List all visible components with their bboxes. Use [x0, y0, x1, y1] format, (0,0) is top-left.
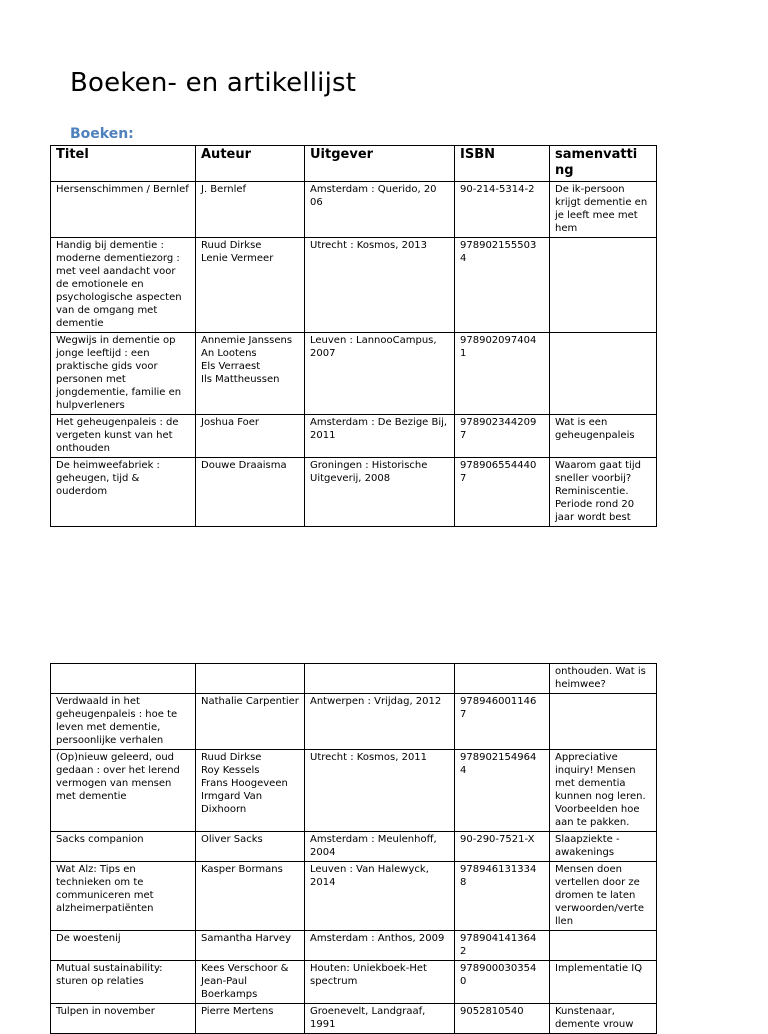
table-row: [51, 664, 657, 694]
cell-isbn: 978906554440 7: [455, 458, 550, 527]
cell-uitgever: Antwerpen : Vrijdag, 2012: [305, 694, 455, 750]
table-row: [51, 458, 657, 527]
cell-isbn: 978902155503 4: [455, 238, 550, 333]
cell-auteur: Kasper Bormans: [196, 862, 305, 931]
cell-isbn: 978946001146 7: [455, 694, 550, 750]
table-row: [51, 238, 657, 333]
cell-titel: Tulpen in november: [51, 1004, 196, 1034]
table-row: [51, 415, 657, 458]
cell-isbn: 9052810540: [455, 1004, 550, 1034]
books-table: [50, 145, 657, 527]
cell-titel: Verdwaald in het geheugenpaleis : hoe te leven met dementie, persoonlijke verhalen: [51, 694, 196, 750]
cell-titel: Handig bij dementie : moderne dementiezorg : met veel aandacht voor de emotionele en psychologische aspecten van de omgang met dementie: [51, 238, 196, 333]
cell-titel: Hersenschimmen / Bernlef: [51, 182, 196, 238]
cell-uitgever: Amsterdam : Meulenhoff, 2004: [305, 832, 455, 862]
cell-titel: De heimweefabriek : geheugen, tijd & ouderdom: [51, 458, 196, 527]
cell-auteur: Ruud Dirkse Lenie Vermeer: [196, 238, 305, 333]
cell-titel: De woestenij: [51, 931, 196, 961]
cell-isbn: 978902154964 4: [455, 750, 550, 832]
cell-uitgever: Amsterdam : Querido, 20 06: [305, 182, 455, 238]
cell-uitgever: Groenevelt, Landgraaf, 1991: [305, 1004, 455, 1034]
table-header-row: [51, 146, 657, 182]
books-table-continued-body: [51, 664, 657, 1034]
cell-auteur: Nathalie Carpentier: [196, 694, 305, 750]
header-samenvatting: samenvatti ng: [550, 146, 657, 182]
cell-isbn: 978900030354 0: [455, 961, 550, 1004]
cell-isbn: 90-290-7521-X: [455, 832, 550, 862]
cell-isbn: [455, 664, 550, 694]
table-row: [51, 694, 657, 750]
cell-samenvatting: [550, 694, 657, 750]
cell-auteur: Samantha Harvey: [196, 931, 305, 961]
header-auteur: Auteur: [196, 146, 305, 182]
cell-isbn: 978946131334 8: [455, 862, 550, 931]
cell-auteur: [196, 664, 305, 694]
cell-samenvatting: [550, 238, 657, 333]
table-row: [51, 931, 657, 961]
cell-samenvatting: Waarom gaat tijd sneller voorbij? Reminiscentie. Periode rond 20 jaar wordt best: [550, 458, 657, 527]
cell-samenvatting: De ik-persoon krijgt dementie en je leeft mee met hem: [550, 182, 657, 238]
header-isbn: ISBN: [455, 146, 550, 182]
cell-titel: Sacks companion: [51, 832, 196, 862]
table-row: [51, 1004, 657, 1034]
table-row: [51, 961, 657, 1004]
cell-auteur: J. Bernlef: [196, 182, 305, 238]
cell-isbn: 978904141364 2: [455, 931, 550, 961]
cell-titel: Wat Alz: Tips en technieken om te communiceren met alzheimerpatiënten: [51, 862, 196, 931]
cell-uitgever: Utrecht : Kosmos, 2011: [305, 750, 455, 832]
cell-samenvatting: Mensen doen vertellen door ze dromen te laten verwoorden/verte llen: [550, 862, 657, 931]
cell-auteur: Joshua Foer: [196, 415, 305, 458]
cell-samenvatting: onthouden. Wat is heimwee?: [550, 664, 657, 694]
section-heading-books: Boeken:: [70, 126, 134, 142]
cell-auteur: Pierre Mertens: [196, 1004, 305, 1034]
cell-samenvatting: Implementatie IQ: [550, 961, 657, 1004]
cell-samenvatting: Appreciative inquiry! Mensen met dementia kunnen nog leren. Voorbeelden hoe aan te pakken.: [550, 750, 657, 832]
cell-auteur: Annemie Janssens An Lootens Els Verraest Ils Mattheussen: [196, 333, 305, 415]
cell-auteur: Oliver Sacks: [196, 832, 305, 862]
cell-uitgever: [305, 664, 455, 694]
table-row: [51, 333, 657, 415]
books-table-body: [51, 182, 657, 527]
cell-auteur: Douwe Draaisma: [196, 458, 305, 527]
cell-uitgever: Leuven : LannooCampus, 2007: [305, 333, 455, 415]
cell-uitgever: Utrecht : Kosmos, 2013: [305, 238, 455, 333]
table-row: [51, 182, 657, 238]
table-row: [51, 750, 657, 832]
cell-uitgever: Amsterdam : Anthos, 2009: [305, 931, 455, 961]
header-titel: Titel: [51, 146, 196, 182]
cell-auteur: Ruud Dirkse Roy Kessels Frans Hoogeveen Irmgard Van Dixhoorn: [196, 750, 305, 832]
cell-uitgever: Leuven : Van Halewyck, 2014: [305, 862, 455, 931]
cell-isbn: 90-214-5314-2: [455, 182, 550, 238]
cell-uitgever: Amsterdam : De Bezige Bij, 2011: [305, 415, 455, 458]
cell-titel: Mutual sustainability: sturen op relaties: [51, 961, 196, 1004]
cell-uitgever: Groningen : Historische Uitgeverij, 2008: [305, 458, 455, 527]
cell-titel: [51, 664, 196, 694]
cell-samenvatting: Kunstenaar, demente vrouw: [550, 1004, 657, 1034]
cell-titel: Wegwijs in dementie op jonge leeftijd : een praktische gids voor personen met jongdementie, familie en hulpverleners: [51, 333, 196, 415]
cell-samenvatting: [550, 931, 657, 961]
header-uitgever: Uitgever: [305, 146, 455, 182]
cell-samenvatting: Wat is een geheugenpaleis: [550, 415, 657, 458]
page-title: Boeken- en artikellijst: [70, 68, 357, 98]
cell-isbn: 978902097404 1: [455, 333, 550, 415]
cell-isbn: 978902344209 7: [455, 415, 550, 458]
books-table-continued: [50, 663, 657, 1034]
cell-uitgever: Houten: Uniekboek-Het spectrum: [305, 961, 455, 1004]
cell-samenvatting: Slaapziekte - awakenings: [550, 832, 657, 862]
cell-samenvatting: [550, 333, 657, 415]
table-row: [51, 832, 657, 862]
cell-titel: (Op)nieuw geleerd, oud gedaan : over het lerend vermogen van mensen met dementie: [51, 750, 196, 832]
cell-titel: Het geheugenpaleis : de vergeten kunst van het onthouden: [51, 415, 196, 458]
cell-auteur: Kees Verschoor & Jean-Paul Boerkamps: [196, 961, 305, 1004]
table-row: [51, 862, 657, 931]
